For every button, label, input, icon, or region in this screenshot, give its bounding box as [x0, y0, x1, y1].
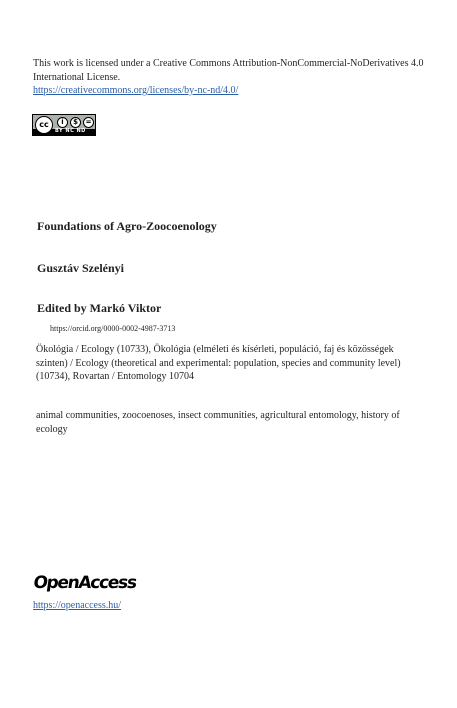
book-editor: Edited by Markó Viktor: [37, 301, 162, 315]
license-text: This work is licensed under a Creative Commons Attribution-NonCommercial-NoDerivatives 4.0 International License.: [33, 58, 424, 83]
badge-labels: BY NC ND: [55, 128, 86, 134]
cc-license-badge[interactable]: [32, 114, 96, 136]
attribution-icon: i: [57, 117, 68, 128]
open-access-link[interactable]: https://openaccess.hu/: [33, 600, 122, 611]
book-title: Foundations of Agro-Zoocoenology: [37, 219, 217, 233]
noncommercial-icon: $: [70, 117, 81, 128]
cc-icon: cc: [35, 116, 53, 134]
editor-orcid: https://orcid.org/0000-0002-4987-3713: [50, 324, 176, 333]
keywords: animal communities, zoocoenoses, insect communities, agricultural entomology, history of ecology: [36, 410, 400, 435]
license-link[interactable]: https://creativecommons.org/licenses/by-nc-nd/4.0/: [33, 85, 239, 96]
open-access-logo: OpenAccess: [32, 573, 138, 593]
license-notice: [33, 57, 433, 98]
book-author: Gusztáv Szelényi: [37, 261, 124, 275]
noderivatives-icon: =: [83, 117, 94, 128]
subject-classification: Ökológia / Ecology (10733), Ökológia (elméleti és kísérleti, populáció, faj és közösségek szinten) / Ecology (theoretical and experimental: population, species and community level) (10734), Rovartan / Entomology 10704: [36, 344, 401, 382]
